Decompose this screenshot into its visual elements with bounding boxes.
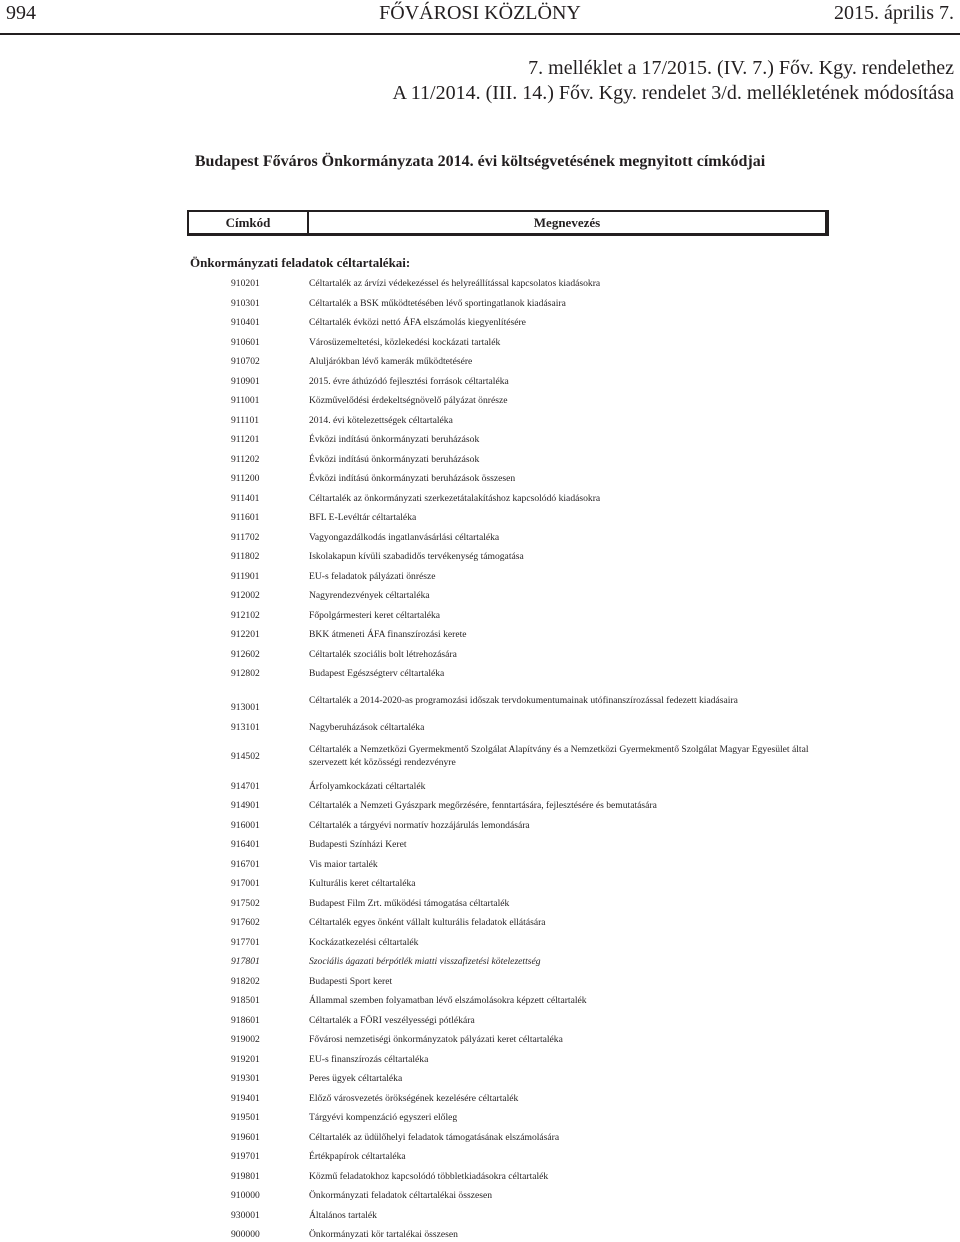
row-name: Önkormányzati feladatok céltartalékai összesen bbox=[309, 1190, 492, 1201]
row-code: 913001 bbox=[231, 702, 260, 713]
row-code: 918202 bbox=[231, 976, 260, 987]
row-code: 911601 bbox=[231, 512, 260, 523]
row-name: Előző városvezetés örökségének kezelésére céltartalék bbox=[309, 1093, 519, 1104]
row-name: Céltartalék a Nemzetközi Gyermekmentő Szolgálat Alapítvány és a Nemzetközi Gyermekmentő Szolgálat Magyar Egyesület által szervezett két közösségi rendezvényre bbox=[309, 744, 809, 768]
row-name: Vagyongazdálkodás ingatlanvásárlási céltartaléka bbox=[309, 532, 500, 543]
row-name: Közművelődési érdekeltségnövelő pályázat önrésze bbox=[309, 395, 508, 406]
row-code: 919201 bbox=[231, 1054, 260, 1065]
row-code: 919301 bbox=[231, 1073, 260, 1084]
row-name: Nagyrendezvények céltartaléka bbox=[309, 590, 430, 601]
row-name: Aluljárókban lévő kamerák működtetésére bbox=[309, 356, 473, 367]
row-code: 910201 bbox=[231, 278, 260, 289]
row-code: 910301 bbox=[231, 298, 260, 309]
row-name: Céltartalék a tárgyévi normatív hozzájárulás lemondására bbox=[309, 820, 530, 831]
row-code: 911802 bbox=[231, 551, 260, 562]
row-name: Céltartalék a 2014-2020-as programozási időszak tervdokumentumainak utófinanszírozással fedezett kiadásaira bbox=[309, 695, 738, 706]
annex-line-1: 7. melléklet a 17/2015. (IV. 7.) Főv. Kgy. rendelethez bbox=[528, 57, 954, 79]
row-code: 918501 bbox=[231, 995, 260, 1006]
row-code: 910901 bbox=[231, 376, 260, 387]
page-number: 994 bbox=[6, 2, 36, 24]
row-name: Általános tartalék bbox=[309, 1210, 377, 1221]
row-code: 912201 bbox=[231, 629, 260, 640]
row-name: Kockázatkezelési céltartalék bbox=[309, 937, 419, 948]
row-name: Peres ügyek céltartaléka bbox=[309, 1073, 403, 1084]
row-code: 917602 bbox=[231, 917, 260, 928]
row-code: 917801 bbox=[231, 956, 260, 967]
row-code: 912002 bbox=[231, 590, 260, 601]
row-code: 900000 bbox=[231, 1229, 260, 1240]
row-code: 916701 bbox=[231, 859, 260, 870]
row-code: 911401 bbox=[231, 493, 260, 504]
row-code: 919401 bbox=[231, 1093, 260, 1104]
row-code: 918601 bbox=[231, 1015, 260, 1026]
row-code: 910401 bbox=[231, 317, 260, 328]
row-name: Fővárosi nemzetiségi önkormányzatok pályázati keret céltartaléka bbox=[309, 1034, 563, 1045]
row-name: Évközi indítású önkormányzati beruházások bbox=[309, 454, 480, 465]
issue-date: 2015. április 7. bbox=[834, 2, 954, 24]
row-name: Céltartalék egyes önként vállalt kulturális feladatok ellátására bbox=[309, 917, 546, 928]
section-heading: Önkormányzati feladatok céltartalékai: bbox=[190, 255, 411, 270]
row-code: 917001 bbox=[231, 878, 260, 889]
row-name: 2014. évi kötelezettségek céltartaléka bbox=[309, 415, 453, 426]
row-name: Céltartalék a FÖRI veszélyességi pótlékára bbox=[309, 1015, 475, 1026]
row-name: Budapesti Színházi Keret bbox=[309, 839, 407, 850]
row-name: Céltartalék szociális bolt létrehozására bbox=[309, 649, 457, 660]
row-name: Budapest Film Zrt. működési támogatása céltartalék bbox=[309, 898, 510, 909]
row-name: EU-s finanszírozás céltartaléka bbox=[309, 1054, 429, 1065]
row-code: 914502 bbox=[231, 751, 260, 762]
row-code: 930001 bbox=[231, 1210, 260, 1221]
row-code: 919701 bbox=[231, 1151, 260, 1162]
annex-line-2: A 11/2014. (III. 14.) Főv. Kgy. rendelet 3/d. mellékletének módosítása bbox=[392, 82, 954, 104]
row-name: Céltartalék az árvízi védekezéssel és helyreállítással kapcsolatos kiadásokra bbox=[309, 278, 601, 289]
row-code: 911001 bbox=[231, 395, 260, 406]
row-code: 912102 bbox=[231, 610, 260, 621]
row-name: Közmű feladatokhoz kapcsolódó többletkiadásokra céltartalék bbox=[309, 1171, 549, 1182]
row-name: Önkormányzati kör tartalékai összesen bbox=[309, 1229, 458, 1240]
row-name: Céltartalék az önkormányzati szerkezetátalakításhoz kapcsolódó kiadásokra bbox=[309, 493, 601, 504]
row-name: Árfolyamkockázati céltartalék bbox=[309, 781, 426, 792]
row-name: Tárgyévi kompenzáció egyszeri előleg bbox=[309, 1112, 458, 1123]
row-name: Céltartalék a BSK működtetésében lévő sportingatlanok kiadásaira bbox=[309, 298, 566, 309]
row-code: 914701 bbox=[231, 781, 260, 792]
row-name: Céltartalék évközi nettó ÁFA elszámolás kiegyenlítésére bbox=[309, 317, 526, 328]
row-name: BKK átmeneti ÁFA finanszírozási kerete bbox=[309, 629, 467, 640]
row-name: Vis maior tartalék bbox=[309, 859, 378, 870]
row-code: 916001 bbox=[231, 820, 260, 831]
row-code: 919601 bbox=[231, 1132, 260, 1143]
row-code: 911702 bbox=[231, 532, 260, 543]
row-name: Városüzemeltetési, közlekedési kockázati tartalék bbox=[309, 337, 501, 348]
row-code: 910000 bbox=[231, 1190, 260, 1201]
row-name: Iskolakapun kívüli szabadidős tervékenység támogatása bbox=[309, 551, 524, 562]
row-code: 911101 bbox=[231, 415, 260, 426]
row-name: Budapest Egészségterv céltartaléka bbox=[309, 668, 445, 679]
row-code: 917701 bbox=[231, 937, 260, 948]
row-name: BFL E-Levéltár céltartaléka bbox=[309, 512, 417, 523]
row-name: Nagyberuházások céltartaléka bbox=[309, 722, 425, 733]
row-name: Szociális ágazati bérpótlék miatti visszafizetési kötelezettség bbox=[309, 956, 541, 967]
row-code: 912802 bbox=[231, 668, 260, 679]
row-name: Állammal szemben folyamatban lévő elszámolásokra képzett céltartalék bbox=[309, 995, 587, 1006]
journal-title: FŐVÁROSI KÖZLÖNY bbox=[379, 2, 581, 24]
row-name: Főpolgármesteri keret céltartaléka bbox=[309, 610, 441, 621]
row-code: 913101 bbox=[231, 722, 260, 733]
row-name: Céltartalék az üdülőhelyi feladatok támogatásának elszámolására bbox=[309, 1132, 560, 1143]
row-code: 916401 bbox=[231, 839, 260, 850]
row-name: Budapesti Sport keret bbox=[309, 976, 393, 987]
row-code: 911202 bbox=[231, 454, 260, 465]
document-title: Budapest Főváros Önkormányzata 2014. évi költségvetésének megnyitott címkódjai bbox=[194, 153, 766, 170]
row-code: 919002 bbox=[231, 1034, 260, 1045]
row-name: 2015. évre áthúzódó fejlesztési források céltartaléka bbox=[309, 376, 509, 387]
row-code: 911901 bbox=[231, 571, 260, 582]
row-code: 919501 bbox=[231, 1112, 260, 1123]
column-header-name: Megnevezés bbox=[533, 215, 601, 230]
row-code: 914901 bbox=[231, 800, 260, 811]
row-code: 910601 bbox=[231, 337, 260, 348]
row-name: EU-s feladatok pályázati önrésze bbox=[309, 571, 436, 582]
row-name: Évközi indítású önkormányzati beruházások bbox=[309, 434, 480, 445]
row-name: Kulturális keret céltartaléka bbox=[309, 878, 416, 889]
row-code: 917502 bbox=[231, 898, 260, 909]
row-code: 911200 bbox=[231, 473, 260, 484]
row-code: 919801 bbox=[231, 1171, 260, 1182]
column-header-code: Címkód bbox=[189, 212, 309, 233]
row-code: 910702 bbox=[231, 356, 260, 367]
row-code: 911201 bbox=[231, 434, 260, 445]
row-code: 912602 bbox=[231, 649, 260, 660]
row-name: Értékpapírok céltartaléka bbox=[309, 1151, 406, 1162]
row-name: Évközi indítású önkormányzati beruházások összesen bbox=[309, 473, 516, 484]
row-name: Céltartalék a Nemzeti Gyászpark megőrzésére, fenntartására, fejlesztésére és bemutatására bbox=[309, 800, 657, 811]
